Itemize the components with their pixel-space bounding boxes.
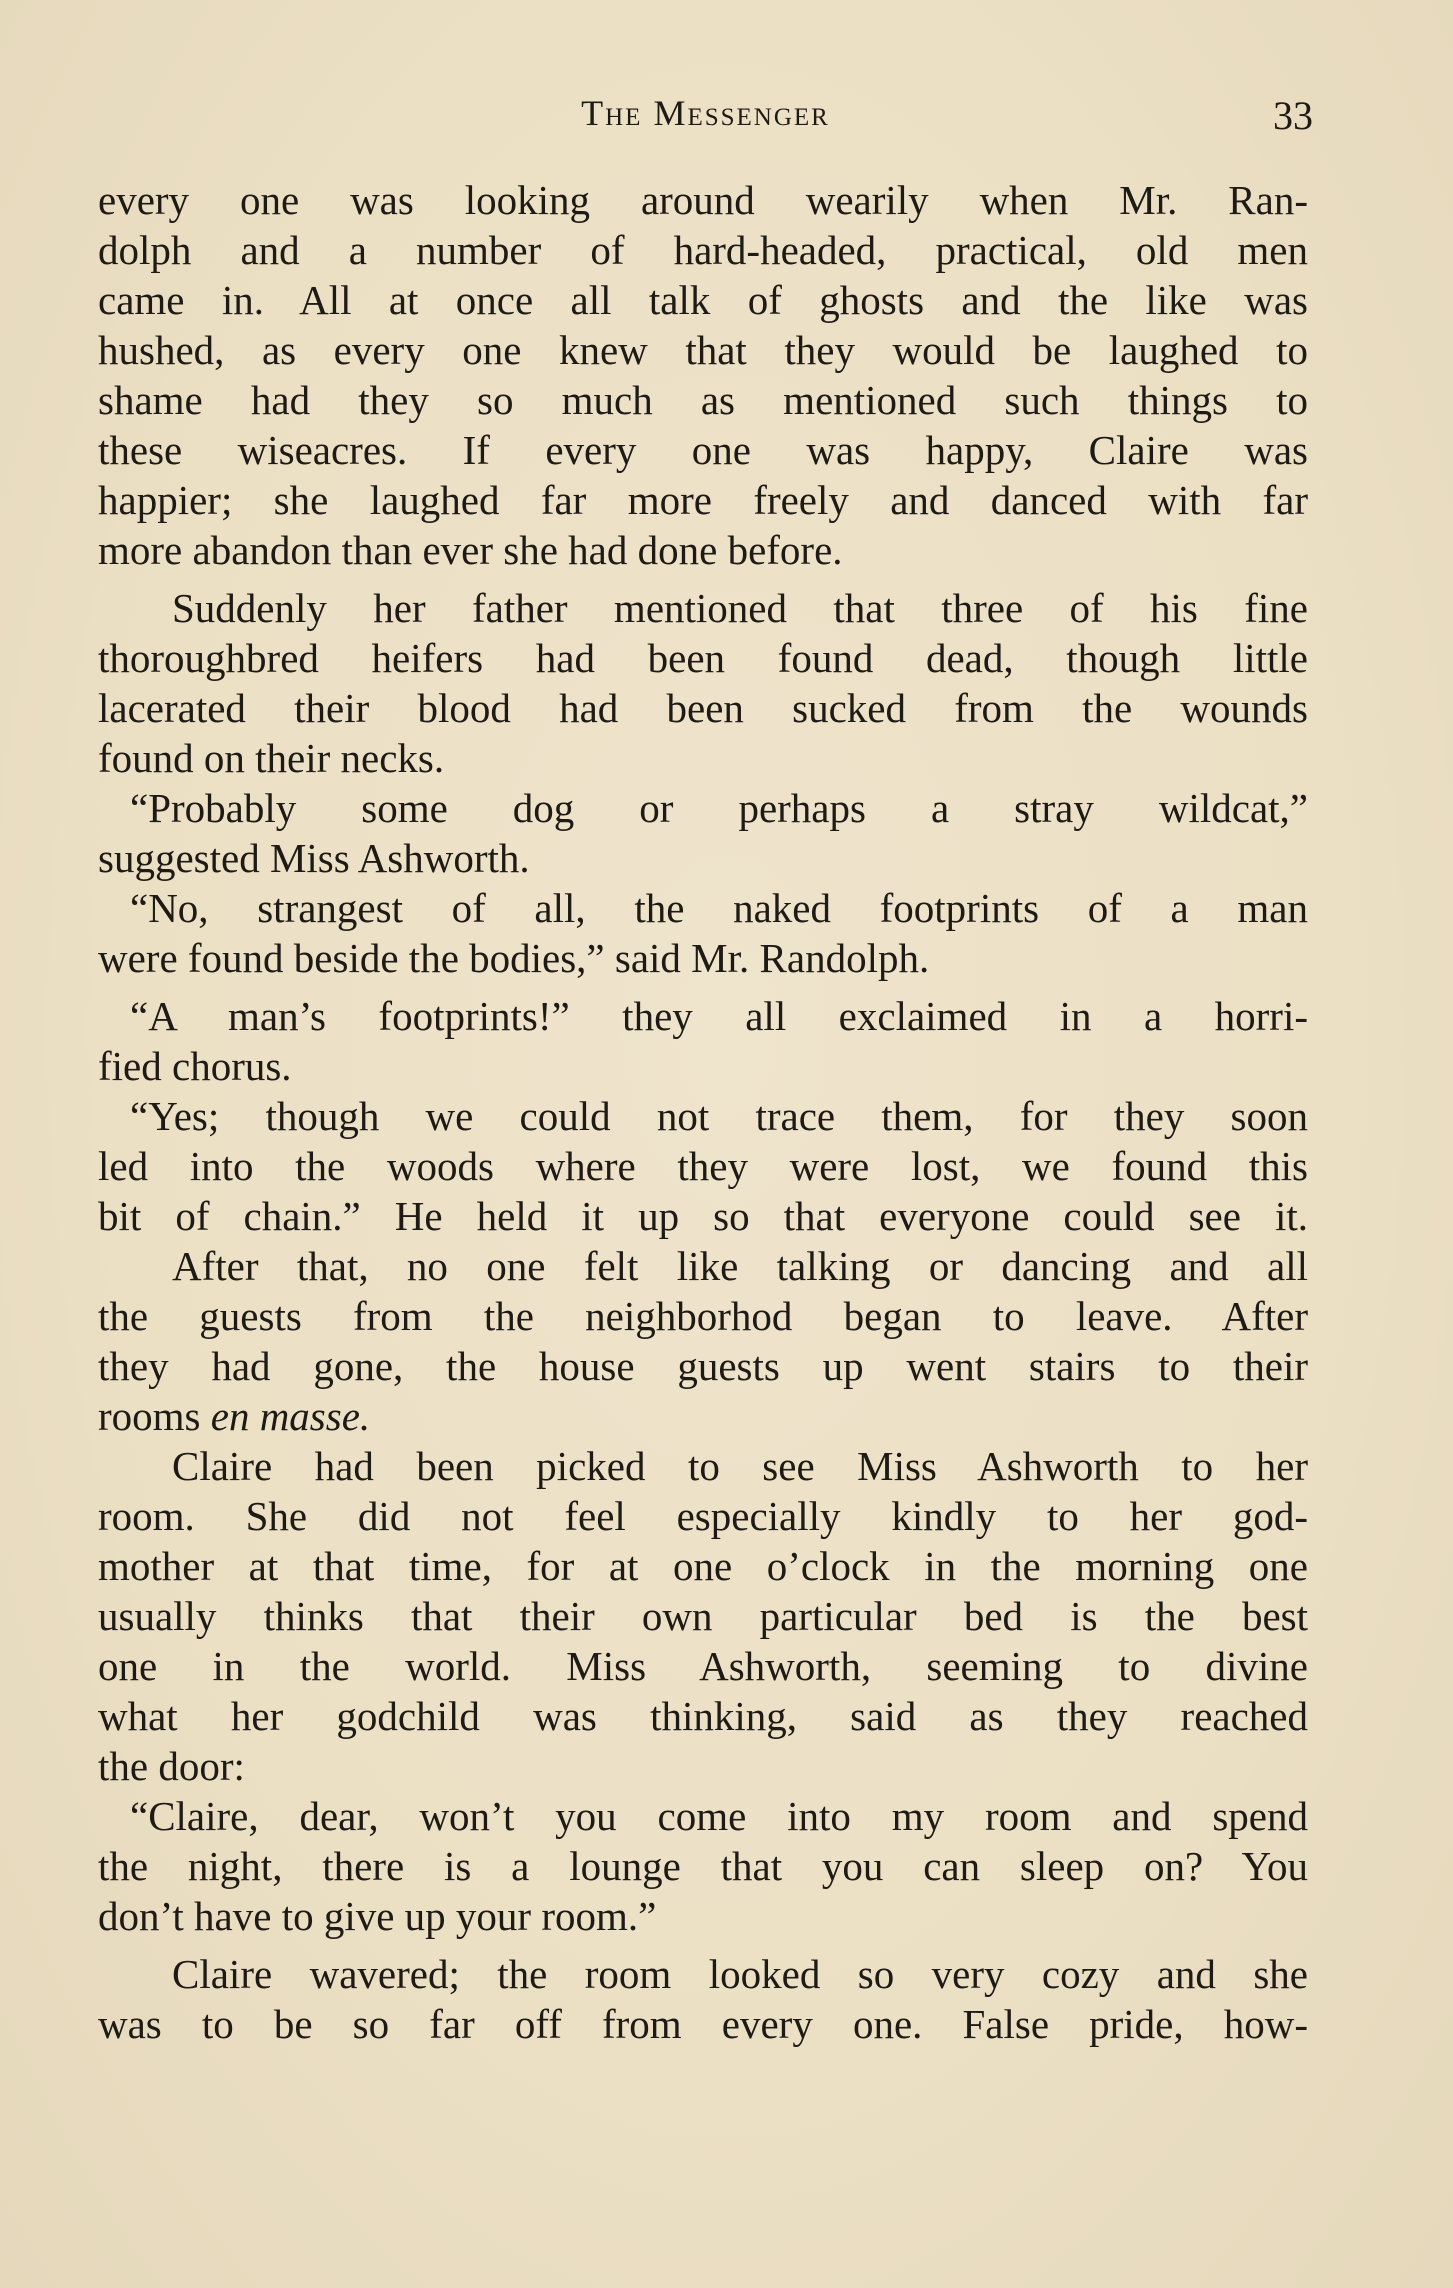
text-line: more abandon than ever she had done before. — [98, 527, 843, 573]
text-line: found on their necks. — [98, 735, 445, 781]
paragraph — [98, 175, 1308, 575]
text-line: room. She did not feel especially kindly to her god- — [98, 1493, 1308, 1539]
text-line: led into the woods where they were lost, we found this — [98, 1143, 1308, 1189]
text-line: usually thinks that their own particular bed is the best — [98, 1593, 1308, 1639]
text-line: bit of chain.” He held it up so that everyone could see it. — [98, 1193, 1308, 1239]
page-number: 33 — [1273, 93, 1313, 138]
text-line: “Probably some dog or perhaps a stray wildcat,” — [130, 785, 1308, 831]
text-line: was to be so far off from every one. False pride, how- — [98, 2001, 1308, 2047]
text-line: what her godchild was thinking, said as they reached — [98, 1693, 1308, 1739]
text-line: the night, there is a lounge that you can sleep on? You — [98, 1843, 1308, 1889]
text-line: lacerated their blood had been sucked from the wounds — [98, 685, 1308, 731]
text-line: mother at that time, for at one o’clock in the morning one — [98, 1543, 1308, 1589]
text-line: one in the world. Miss Ashworth, seeming to divine — [98, 1643, 1308, 1689]
paragraph — [98, 1241, 1308, 1441]
text-line: thoroughbred heifers had been found dead, though little — [98, 635, 1308, 681]
text-line: fied chorus. — [98, 1043, 292, 1089]
text-line: dolph and a number of hard-headed, practical, old men — [98, 227, 1308, 273]
text-line: the door: — [98, 1743, 245, 1789]
text-line — [98, 1391, 1308, 1441]
text-line: every one was looking around wearily when Mr. Ran- — [98, 177, 1308, 223]
text-line: “A man’s footprints!” they all exclaimed in a horri- — [130, 993, 1308, 1039]
paragraph — [98, 783, 1308, 883]
text-fragment: rooms — [98, 1393, 211, 1439]
text-line: Claire wavered; the room looked so very cozy and she — [172, 1951, 1308, 1997]
paragraph — [98, 1791, 1308, 1941]
paragraph — [98, 1949, 1308, 2049]
paragraph — [98, 583, 1308, 783]
text-line: came in. All at once all talk of ghosts and the like was — [98, 277, 1308, 323]
text-line: they had gone, the house guests up went stairs to their — [98, 1343, 1308, 1389]
text-line: Suddenly her father mentioned that three of his fine — [172, 585, 1308, 631]
running-head: The Messenger — [581, 93, 830, 133]
text-line: hushed, as every one knew that they would be laughed to — [98, 327, 1308, 373]
page-header — [98, 92, 1313, 142]
text-line: Claire had been picked to see Miss Ashworth to her — [172, 1443, 1308, 1489]
text-line: were found beside the bodies,” said Mr. Randolph. — [98, 935, 930, 981]
text-line: shame had they so much as mentioned such things to — [98, 377, 1308, 423]
text-line: these wiseacres. If every one was happy, Claire was — [98, 427, 1308, 473]
body-text — [98, 175, 1308, 2049]
text-line: happier; she laughed far more freely and danced with far — [98, 477, 1308, 523]
text-line: “Claire, dear, won’t you come into my room and spend — [130, 1793, 1308, 1839]
paragraph — [98, 1091, 1308, 1241]
paragraph — [98, 1441, 1308, 1791]
text-line: After that, no one felt like talking or dancing and all — [172, 1243, 1308, 1289]
paragraph — [98, 883, 1308, 983]
text-line: suggested Miss Ashworth. — [98, 835, 530, 881]
text-line: don’t have to give up your room.” — [98, 1893, 657, 1939]
paragraph — [98, 991, 1308, 1091]
italic-phrase: en masse. — [210, 1393, 371, 1439]
text-line: the guests from the neighborhod began to leave. After — [98, 1293, 1308, 1339]
text-line: “No, strangest of all, the naked footprints of a man — [130, 885, 1308, 931]
text-line: “Yes; though we could not trace them, for they soon — [130, 1093, 1308, 1139]
